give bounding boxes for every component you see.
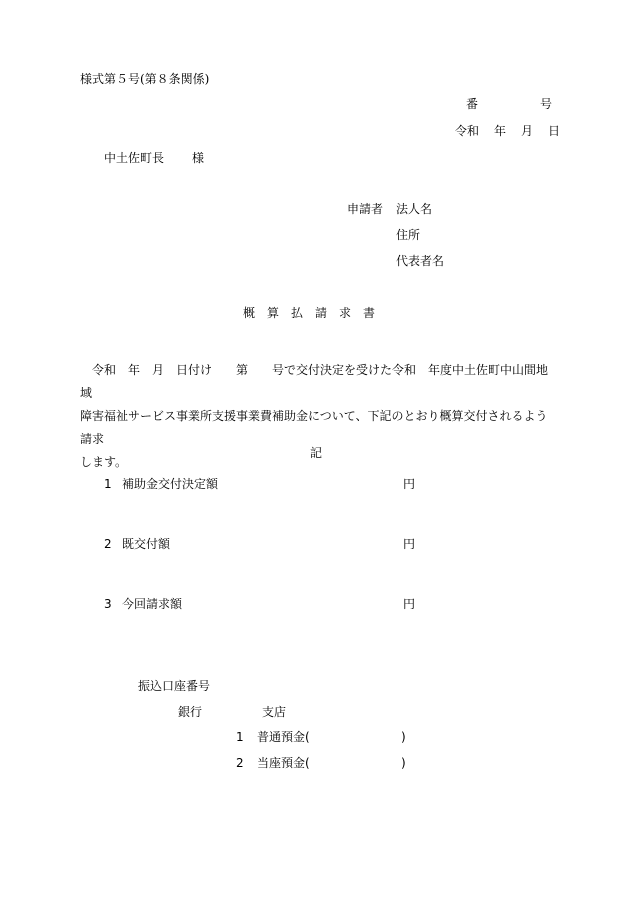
date-month: 月	[521, 124, 534, 138]
notes-heading: 記	[310, 446, 323, 460]
date-year: 年	[494, 124, 507, 138]
item-current-request	[104, 598, 182, 610]
document-number-label: 番	[466, 97, 479, 111]
deposit-label: 当座預金	[257, 756, 306, 770]
deposit-close-paren: )	[401, 756, 406, 770]
addressee	[104, 152, 204, 164]
item-unit: 円	[403, 537, 416, 551]
addressee-name: 中土佐町長	[104, 151, 165, 165]
transfer-account-heading: 振込口座番号	[138, 679, 211, 693]
form-number-label: 様式第５号(第８条関係)	[80, 72, 210, 86]
item-label: 補助金交付決定額	[122, 477, 219, 491]
item-decided-amount	[104, 478, 218, 490]
applicant-corporate-name-label: 法人名	[396, 202, 433, 216]
deposit-number: 2	[236, 756, 244, 770]
deposit-close-paren: )	[401, 730, 406, 744]
date-line	[455, 125, 560, 137]
bank-label: 銀行	[178, 705, 203, 719]
item-number: 3	[104, 597, 112, 611]
item-unit: 円	[403, 477, 416, 491]
paragraph-line-3: します。	[80, 455, 128, 469]
item-label: 既交付額	[122, 537, 171, 551]
document-number-suffix: 号	[540, 97, 553, 111]
branch-label: 支店	[262, 705, 287, 719]
applicant-representative-label: 代表者名	[396, 254, 445, 268]
document-title: 概算払請求書	[242, 306, 387, 320]
deposit-type-current	[236, 757, 406, 769]
deposit-number: 1	[236, 730, 244, 744]
addressee-honorific: 様	[192, 151, 205, 165]
paragraph-line-1: 令和 年 月 日付け 第 号で交付決定を受けた令和 年度中土佐町中山間地域	[80, 363, 549, 400]
applicant-address-label: 住所	[396, 228, 421, 242]
paragraph-line-2: 障害福祉サービス事業所支援事業費補助金について、下記のとおり概算交付されるよう請求	[80, 409, 548, 446]
deposit-open-paren: (	[305, 730, 310, 744]
item-label: 今回請求額	[122, 597, 183, 611]
item-number: 1	[104, 477, 112, 491]
date-era: 令和	[455, 124, 480, 138]
item-number: 2	[104, 537, 112, 551]
deposit-label: 普通預金	[257, 730, 306, 744]
deposit-type-ordinary	[236, 731, 406, 743]
item-already-paid	[104, 538, 170, 550]
applicant-label: 申請者	[347, 202, 384, 216]
date-day: 日	[548, 124, 561, 138]
item-unit: 円	[403, 597, 416, 611]
deposit-open-paren: (	[305, 756, 310, 770]
